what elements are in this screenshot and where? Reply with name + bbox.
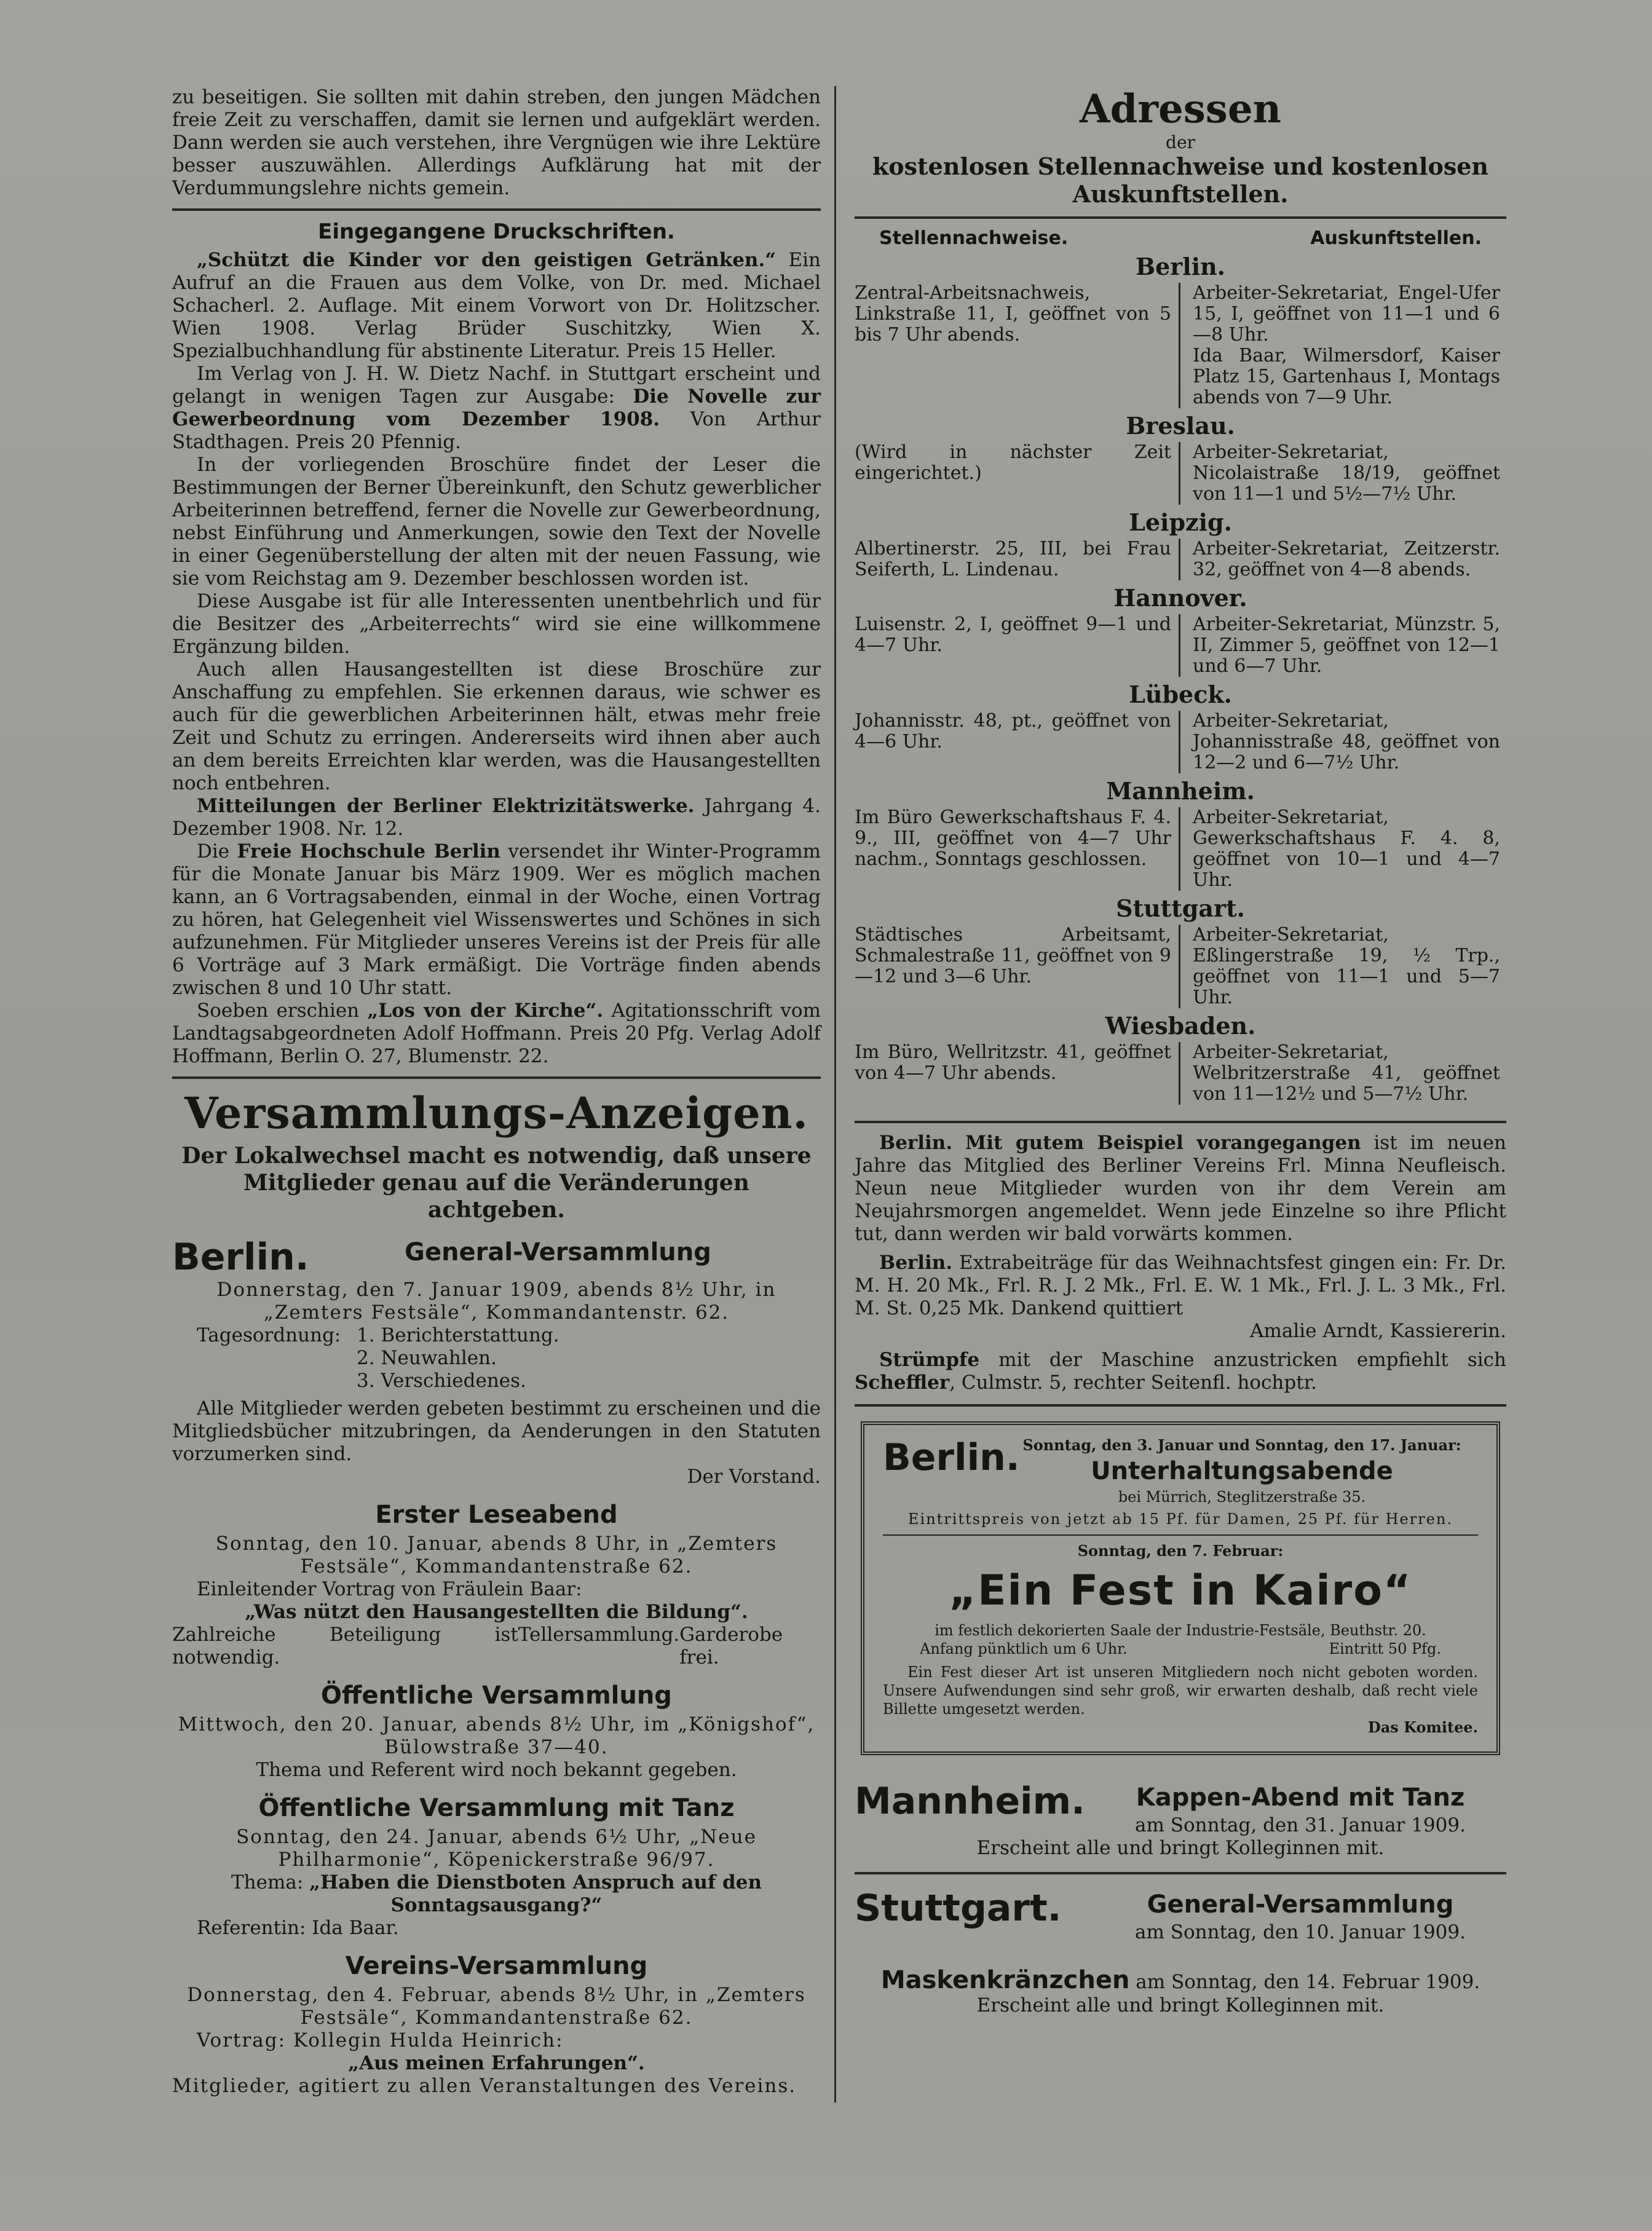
- box-price-1: Eintrittspreis von jetzt ab 15 Pf. für Damen, 25 Pf. für Herren.: [908, 1510, 1453, 1528]
- addresses-der: der: [1166, 132, 1195, 152]
- agenda-item: 3. Verschiedenes.: [357, 1370, 526, 1392]
- right-column: [855, 86, 1506, 2017]
- addresses-title: Adressen: [1079, 86, 1282, 132]
- divider: [855, 1121, 1506, 1123]
- public-meeting-dance-when: Sonntag, den 24. Januar, abends 6½ Uhr, „Neue Philharmonie“, Köpenickerstraße 96/97.: [236, 1826, 757, 1871]
- print-entry-2: Im Verlag von J. H. W. Dietz Nachf. in Stuttgart erscheint und gelangt in wenigen Tagen zur Ausgabe: Die Novelle zur Gewerbeordnung vom Dezember 1908. Von Arthur Stadthagen. Preis 20 Pfennig.: [172, 363, 821, 453]
- reading-evening-title: Erster Leseabend: [375, 1501, 618, 1529]
- general-assembly-block: [172, 1236, 821, 1279]
- box-entry: Eintritt 50 Pfg.: [1329, 1640, 1441, 1657]
- box-start: Anfang pünktlich um 6 Uhr.: [920, 1640, 1128, 1657]
- agenda-label: Tagesordnung:: [197, 1324, 341, 1346]
- divider: [855, 1404, 1506, 1407]
- reading-evening-topic: „Was nützt den Hausangestellten die Bildung“.: [245, 1601, 748, 1623]
- box-city-berlin: Berlin.: [883, 1436, 1020, 1479]
- city-entry-berlin: Berlin. Zentral-Arbeitsnachweis, Linkstraße 11, I, geöffnet von 5 bis 7 Uhr abends. Arbeiter-Sekretariat, Engel-Ufer 15, I, geöffnet von 11—1 und 6—8 Uhr. Ida Baar, Wilmersdorf, Kaiser Platz 15, Gartenhaus I, Montags abends von 7—9 Uhr.: [855, 253, 1500, 408]
- city-entry-breslau: Breslau. (Wird in nächster Zeit eingerichtet.) Arbeiter-Sekretariat, Nicolaistraße 18/19, geöffnet von 11—1 und 5½—7½ Uhr.: [855, 412, 1500, 505]
- board-signature: Der Vorstand.: [687, 1466, 821, 1488]
- box-note: Ein Fest dieser Art ist unseren Mitgliedern noch nicht geboten worden. Unsere Aufwendungen sind sehr groß, wir erwarten deshalb, daß recht viele Billette umgesetzt werden.: [883, 1664, 1478, 1718]
- divider: [855, 1872, 1506, 1874]
- print-entry-1: „Schützt die Kinder vor den geistigen Getränken.“ Ein Aufruf an die Frauen aus dem Volke, von Dr. med. Michael Schacherl. 2. Auflage. Mit einem Vorwort von Dr. Holitzscher. Wien 1908. Verlag Brüder Suschitzky, Wien X. Spezialbuchhandlung für abstinente Literatur. Preis 15 Heller.: [172, 249, 821, 362]
- prints-heading: Eingegangene Druckschriften.: [318, 219, 675, 244]
- box-title-2: „Ein Fest in Kairo“: [949, 1566, 1412, 1615]
- column-divider: [834, 86, 836, 2103]
- stuttgart-event: [855, 1887, 1506, 1944]
- city-entry-luebeck: Lübeck. Johannisstr. 48, pt., geöffnet von 4—6 Uhr. Arbeiter-Sekretariat, Johannisstraße 48, geöffnet von 12—2 und 6—7½ Uhr.: [855, 681, 1500, 773]
- mannheim-event-title: Kappen-Abend mit Tanz: [1136, 1783, 1465, 1812]
- city-berlin: Berlin.: [172, 1236, 309, 1279]
- news-new-members: Berlin. Mit gutem Beispiel vorangegangen ist im neuen Jahre das Mitglied des Berliner Vereins Frl. Minna Neufleisch. Neun neue Mitglieder wurden von ihr dem Verein am Neujahrsmorgen angemeldet. Wenn jede Einzelne so ihre Pflicht tut, dann werden wir bald vorwärts kommen.: [855, 1132, 1506, 1245]
- agenda: [197, 1324, 821, 1392]
- agenda-item: 1. Berichterstattung.: [357, 1324, 559, 1346]
- city-entry-wiesbaden: Wiesbaden. Im Büro, Wellritzstr. 41, geöffnet von 4—7 Uhr abends. Arbeiter-Sekretariat, Welbritzerstraße 41, geöffnet von 11—12½ und 5—7½ Uhr.: [855, 1012, 1500, 1105]
- print-entry-8: Soeben erschien „Los von der Kirche“. Agitationsschrift vom Landtagsabgeordneten Adolf Hoffmann. Preis 20 Pfg. Verlag Adolf Hoffmann, Berlin O. 27, Blumenstr. 22.: [172, 1000, 821, 1067]
- city-stuttgart: Stuttgart.: [855, 1887, 1062, 1930]
- print-entry-3: In der vorliegenden Broschüre findet der Leser die Bestimmungen der Berner Übereinkunft, den Schutz gewerblicher Arbeiterinnen betreffend, ferner die Novelle zur Gewerbeordnung, nebst Einführung und Anmerkungen, sowie den Text der Novelle in einer Gegenüberstellung der alten mit der neuen Fassung, wie sie vom Reichstag am 9. Dezember beschlossen worden ist.: [172, 454, 821, 590]
- intro-paragraph: zu beseitigen. Sie sollten mit dahin streben, den jungen Mädchen freie Zeit zu verschaffen, damit sie lernen und aufgeklärt werden. Dann werden sie auch verstehen, ihre Vergnügen wie ihre Lektüre besser auszuwählen. Allerdings Aufklärung hat mit der Verdummungslehre nichts gemein.: [172, 86, 821, 199]
- berlin-events-box: [861, 1421, 1500, 1755]
- box-signature: Das Komitee.: [1367, 1718, 1478, 1736]
- agenda-item: 2. Neuwahlen.: [357, 1347, 497, 1369]
- box-date-2: Sonntag, den 7. Februar:: [1077, 1542, 1284, 1560]
- header-info-offices: Auskunftstellen.: [1310, 227, 1482, 249]
- treasurer-signature: Amalie Arndt, Kassiererin.: [1250, 1320, 1506, 1342]
- public-meeting-when: Mittwoch, den 20. Januar, abends 8½ Uhr, im „Königshof“, Bülowstraße 37—40.: [178, 1713, 815, 1758]
- city-entry-hannover: Hannover. Luisenstr. 2, I, geöffnet 9—1 und 4—7 Uhr. Arbeiter-Sekretariat, Münzstr. 5, II, Zimmer 5, geöffnet von 12—1 und 6—7 Uhr.: [855, 584, 1500, 677]
- reading-evening-footer: Zahlreiche Beteiligung ist notwendig. Tellersammlung. Garderobe frei.: [172, 1624, 783, 1668]
- masked-ball: Maskenkränzchen am Sonntag, den 14. Februar 1909.: [880, 1966, 1480, 1994]
- masked-ball-note: Erscheint alle und bringt Kolleginnen mit.: [976, 1994, 1385, 2016]
- public-meeting-title: Öffentliche Versammlung: [321, 1681, 672, 1710]
- meetings-heading: Versammlungs-Anzeigen.: [184, 1088, 808, 1139]
- stuttgart-event-title: General-Versammlung: [1147, 1890, 1454, 1919]
- mannheim-event-when: am Sonntag, den 31. Januar 1909.: [1135, 1814, 1466, 1836]
- print-entry-7: Die Freie Hochschule Berlin versendet ihr Winter-Programm für die Monate Januar bis März 1909. Wer es möglich machen kann, an 6 Vortragsabenden, einmal in der Woche, einen Vortrag zu hören, hat Gelegenheit viel Wissenswertes und Schönes in sich aufzunehmen. Für Mitglieder unseres Vereins ist der Preis für alle 6 Vorträge auf 3 Mark ermäßigt. Die Vorträge finden abends zwischen 8 und 10 Uhr statt.: [172, 840, 821, 999]
- divider: [883, 1534, 1478, 1536]
- divider: [172, 208, 821, 211]
- print-entry-4: Diese Ausgabe ist für alle Interessenten unentbehrlich und für die Besitzer des „Arbeiterrechts“ wird sie eine willkommene Ergänzung bilden.: [172, 590, 821, 658]
- addresses-table-header: [855, 227, 1506, 249]
- public-meeting-note: Thema und Referent wird noch bekannt gegeben.: [256, 1759, 737, 1781]
- association-meeting-topic: „Aus meinen Erfahrungen“.: [348, 2052, 645, 2074]
- association-meeting-talk: Vortrag: Kollegin Hulda Heinrich:: [197, 2029, 564, 2051]
- addresses-subtitle: kostenlosen Stellennachweise und kostenlosen Auskunftstellen.: [872, 152, 1489, 208]
- header-job-agencies: Stellennachweise.: [879, 227, 1069, 249]
- mannheim-event: [855, 1780, 1506, 1837]
- meetings-subheading: Der Lokalwechsel macht es notwendig, daß unsere Mitglieder genau auf die Veränderungen achtgeben.: [181, 1143, 812, 1223]
- general-assembly-note: Alle Mitglieder werden gebeten bestimmt zu erscheinen und die Mitgliedsbücher mitzubringen, da Aenderungen in den Statuten vorzumerken sind.: [172, 1397, 821, 1465]
- print-entry-5: Auch allen Hausangestellten ist diese Broschüre zur Anschaffung zu empfehlen. Sie erkennen daraus, wie schwer es auch für die gewerblichen Arbeiterinnen hält, etwas mehr freie Zeit und Schutz zu erringen. Andererseits wird ihnen aber auch an dem bereits Erreichten klar werden, was die Hausangestellten noch entbehren.: [172, 658, 821, 794]
- news-donations: Berlin. Extrabeiträge für das Weihnachtsfest gingen ein: Fr. Dr. M. H. 20 Mk., Frl. R. J. 2 Mk., Frl. E. W. 1 Mk., Frl. J. L. 3 Mk., Frl. M. St. 0,25 Mk. Dankend quittiert: [855, 1252, 1506, 1319]
- association-meeting-when: Donnerstag, den 4. Februar, abends 8½ Uhr, in „Zemters Festsäle“, Kommandantenstraße 62.: [187, 1984, 806, 2029]
- public-meeting-dance-title: Öffentliche Versammlung mit Tanz: [258, 1794, 735, 1822]
- public-meeting-dance-topic: Thema: „Haben die Dienstboten Anspruch auf den Sonntagsausgang?“: [231, 1871, 762, 1916]
- mannheim-event-note: Erscheint alle und bringt Kolleginnen mit.: [976, 1837, 1385, 1859]
- public-meeting-dance-speaker: Referentin: Ida Baar.: [197, 1917, 399, 1939]
- ad-stockings: Strümpfe mit der Maschine anzustricken empfiehlt sich Scheffler, Culmstr. 5, rechter Seitenfl. hochptr.: [855, 1349, 1506, 1394]
- divider: [855, 216, 1506, 219]
- box-date-1: Sonntag, den 3. Januar und Sonntag, den 17. Januar:: [1022, 1436, 1461, 1454]
- reading-evening-talk: Einleitender Vortrag von Fräulein Baar:: [197, 1578, 582, 1600]
- city-entry-leipzig: Leipzig. Albertinerstr. 25, III, bei Frau Seiferth, L. Lindenau. Arbeiter-Sekretariat, Zeitzerstr. 32, geöffnet von 4—8 abends.: [855, 508, 1500, 580]
- city-entry-stuttgart: Stuttgart. Städtisches Arbeitsamt, Schmalestraße 11, geöffnet von 9—12 und 3—6 Uhr. Arbeiter-Sekretariat, Eßlingerstraße 19, ½ Trp., geöffnet von 11—1 und 5—7 Uhr.: [855, 894, 1500, 1008]
- box-where-2: im festlich dekorierten Saale der Industrie-Festsäle, Beuthstr. 20.: [935, 1622, 1426, 1639]
- divider: [172, 1076, 821, 1079]
- reading-evening-when: Sonntag, den 10. Januar, abends 8 Uhr, in „Zemters Festsäle“, Kommandantenstraße 62.: [215, 1533, 778, 1577]
- association-meeting-title: Vereins-Versammlung: [345, 1952, 648, 1980]
- city-entry-mannheim: Mannheim. Im Büro Gewerkschaftshaus F. 4. 9., III, geöffnet von 4—7 Uhr nachm., Sonntags geschlossen. Arbeiter-Sekretariat, Gewerkschaftshaus F. 4. 8, geöffnet von 10—1 und 4—7 Uhr.: [855, 777, 1500, 891]
- left-column: [172, 86, 821, 2098]
- stuttgart-event-when: am Sonntag, den 10. Januar 1909.: [1135, 1921, 1466, 1943]
- general-assembly-title: General-Versammlung: [405, 1238, 711, 1266]
- city-mannheim: Mannheim.: [855, 1780, 1085, 1823]
- association-meeting-footer: Mitglieder, agitiert zu allen Veranstaltungen des Vereins.: [172, 2075, 797, 2097]
- box-title-1: Unterhaltungsabende: [1091, 1457, 1393, 1485]
- box-where-1: bei Mürrich, Steglitzerstraße 35.: [1118, 1488, 1366, 1506]
- general-assembly-when: Donnerstag, den 7. Januar 1909, abends 8½ Uhr, in „Zemters Festsäle“, Kommandantenstr. 62.: [216, 1279, 777, 1324]
- print-entry-6: Mitteilungen der Berliner Elektrizitätswerke. Jahrgang 4. Dezember 1908. Nr. 12.: [172, 795, 821, 840]
